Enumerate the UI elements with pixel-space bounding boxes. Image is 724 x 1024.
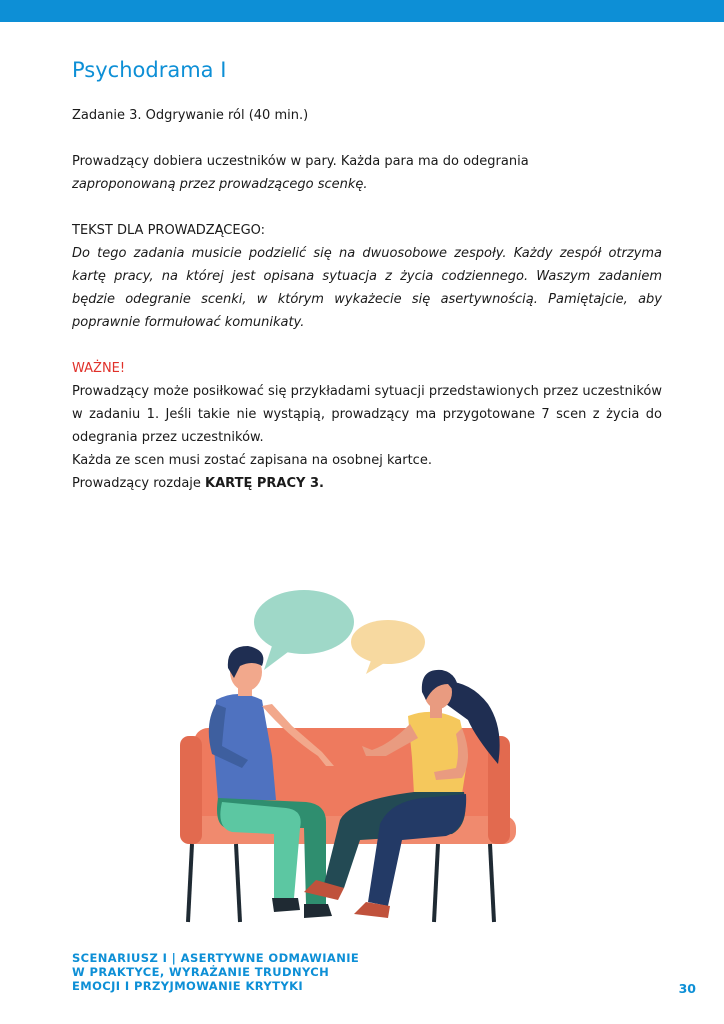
- top-accent-bar: [0, 0, 724, 22]
- intro-text: Prowadzący dobiera uczestników w pary. Każda para ma do odegrania: [72, 154, 529, 169]
- spacer: [72, 334, 662, 357]
- page-title: Psychodrama I: [72, 58, 227, 82]
- handout-line: [72, 472, 662, 495]
- important-text: Prowadzący może posiłkować się przykładami sytuacji przedstawionych przez uczestników w zadaniu 1. Jeśli takie nie wystąpią, prowadzący ma przygotowane 7 scen z życia do odegrania przez uczestników.: [72, 384, 662, 445]
- teacher-text-label: TEKST DLA PROWADZĄCEGO:: [72, 223, 266, 238]
- handout-prefix: Prowadzący rozdaje: [72, 476, 206, 491]
- footer-scenario-title: [72, 951, 412, 993]
- handout-name: KARTĘ PRACY 3.: [205, 476, 324, 491]
- teacher-text: Do tego zadania musicie podzielić się na dwuosobowe zespoły. Każdy zespół otrzyma kartę pracy, na której jest opisana sytuacja z życia codziennego. Waszym zadaniem będzie odegranie scenki, w którym wykażecie się asertywnością. Pamiętajcie, aby poprawnie formułować komunikaty.: [72, 246, 662, 330]
- important-label: WAŻNE!: [72, 361, 126, 376]
- task-heading: Zadanie 3. Odgrywanie ról (40 min.): [72, 108, 309, 123]
- main-content: [72, 104, 662, 495]
- speech-bubble-green-icon: [254, 590, 354, 670]
- spacer: [72, 127, 662, 150]
- footer-line: EMOCJI I PRZYJMOWANIE KRYTYKI: [72, 979, 304, 993]
- intro-italic-text: zaproponowaną przez prowadzącego scenkę.: [72, 177, 368, 192]
- page-number: 30: [678, 981, 696, 996]
- conversation-illustration: [176, 588, 516, 924]
- footer-line: SCENARIUSZ I | ASERTYWNE ODMAWIANIE: [72, 951, 360, 965]
- spacer: [72, 196, 662, 219]
- speech-bubble-yellow-icon: [351, 620, 425, 674]
- footer-line: W PRAKTYCE, WYRAŻANIE TRUDNYCH: [72, 965, 330, 979]
- intro-paragraph: [72, 150, 662, 196]
- scenes-note: Każda ze scen musi zostać zapisana na osobnej kartce.: [72, 453, 432, 468]
